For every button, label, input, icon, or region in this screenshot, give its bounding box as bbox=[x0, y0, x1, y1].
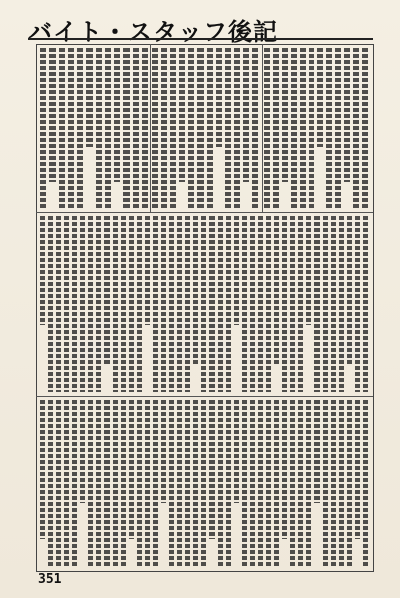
column-divider bbox=[150, 44, 151, 212]
column-divider bbox=[262, 44, 263, 212]
text-row-bottom bbox=[40, 400, 368, 566]
page-title: バイト・スタッフ後記 bbox=[28, 18, 278, 46]
row-divider-2 bbox=[36, 396, 373, 397]
title-underline bbox=[28, 38, 373, 40]
text-column-top-left bbox=[40, 48, 148, 208]
page-number: 351 bbox=[38, 572, 62, 587]
text-row-middle bbox=[40, 216, 368, 392]
text-column-top-right bbox=[264, 48, 368, 208]
text-column-top-middle bbox=[152, 48, 258, 208]
row-divider-1 bbox=[36, 212, 373, 213]
